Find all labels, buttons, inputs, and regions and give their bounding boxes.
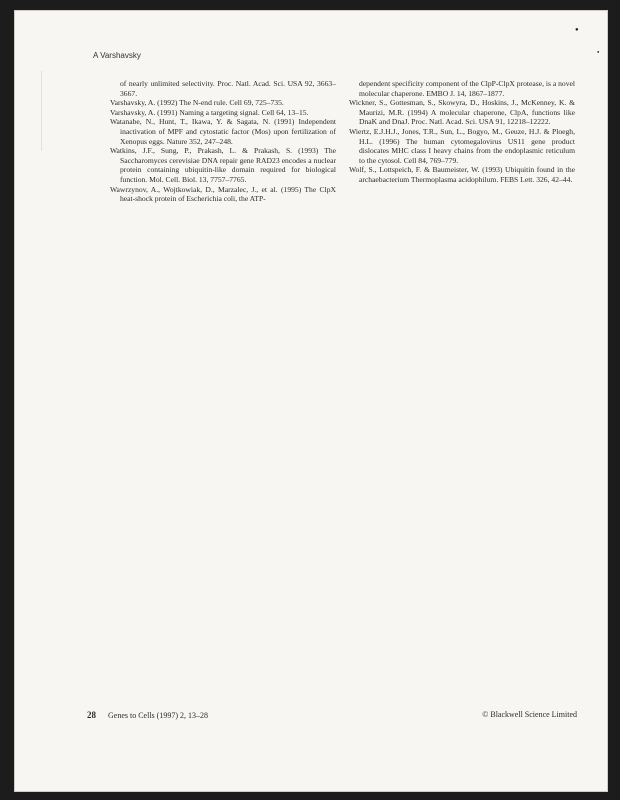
copyright-notice: © Blackwell Science Limited xyxy=(482,710,577,719)
reference-entry: Wawrzynov, A., Wojtkowiak, D., Marzalec, J., et al. (1995) The ClpX heat-shock protein of Escherichia coli, the ATP- xyxy=(110,184,336,204)
reference-entry: of nearly unlimited selectivity. Proc. Natl. Acad. Sci. USA 92, 3663–3667. xyxy=(120,79,336,98)
page-footer xyxy=(87,710,577,722)
reference-entry: Wickner, S., Gottesman, S., Skowyra, D., Hoskins, J., McKenney, K. & Maurizi, M.R. (1994) A molecular chaperone, ClpA, functions like DnaK and DnaJ. Proc. Natl. Acad. Sci. USA 91, 12218–12222. xyxy=(349,98,575,127)
references-left-column xyxy=(110,79,336,204)
reference-entry: Varshavsky, A. (1991) Naming a targeting signal. Cell 64, 13–15. xyxy=(110,107,309,117)
margin-line xyxy=(41,71,42,151)
running-header-author: A Varshavsky xyxy=(93,51,141,60)
reference-entry: Watkins, J.F., Sung, P., Prakash, L. & Prakash, S. (1993) The Saccharomyces cerevisiae DNA repair gene RAD23 encodes a nuclear protein containing ubiquitin-like domain required for biological function. Mol. Cell. Biol. 13, 7757–7765. xyxy=(110,146,336,184)
corner-mark: ● xyxy=(575,27,579,33)
reference-entry: Varshavsky, A. (1992) The N-end rule. Cell 69, 725–735. xyxy=(110,98,284,108)
reference-entry: Wiertz, E.J.H.J., Jones, T.R., Sun, L., Bogyo, M., Geuze, H.J. & Ploegh, H.L. (1996) The human cytomegalovirus US11 gene product dislocates MHC class I heavy chains from the endoplasmic reticulum to the cytosol. Cell 84, 769–779. xyxy=(349,126,575,165)
reference-entry: Watanabe, N., Hunt, T., Ikawa, Y. & Sagata, N. (1991) Independent inactivation of MPF and cytostatic factor (Mos) upon fertilization of Xenopus eggs. Nature 352, 247–248. xyxy=(110,117,336,146)
page-number: 28 xyxy=(87,710,96,720)
reference-entry: Wolf, S., Lottspeich, F. & Baumeister, W. (1993) Ubiquitin found in the archaebacterium Thermoplasma acidophilum. FEBS Lett. 326, 42–44. xyxy=(349,165,575,184)
document-page xyxy=(14,10,608,792)
journal-citation: Genes to Cells (1997) 2, 13–28 xyxy=(108,711,208,720)
references-right-column xyxy=(349,79,575,185)
reference-entry: dependent specificity component of the ClpP-ClpX protease, is a novel molecular chaperone. EMBO J. 14, 1867–1877. xyxy=(359,79,575,98)
edge-mark: ● xyxy=(597,49,600,54)
